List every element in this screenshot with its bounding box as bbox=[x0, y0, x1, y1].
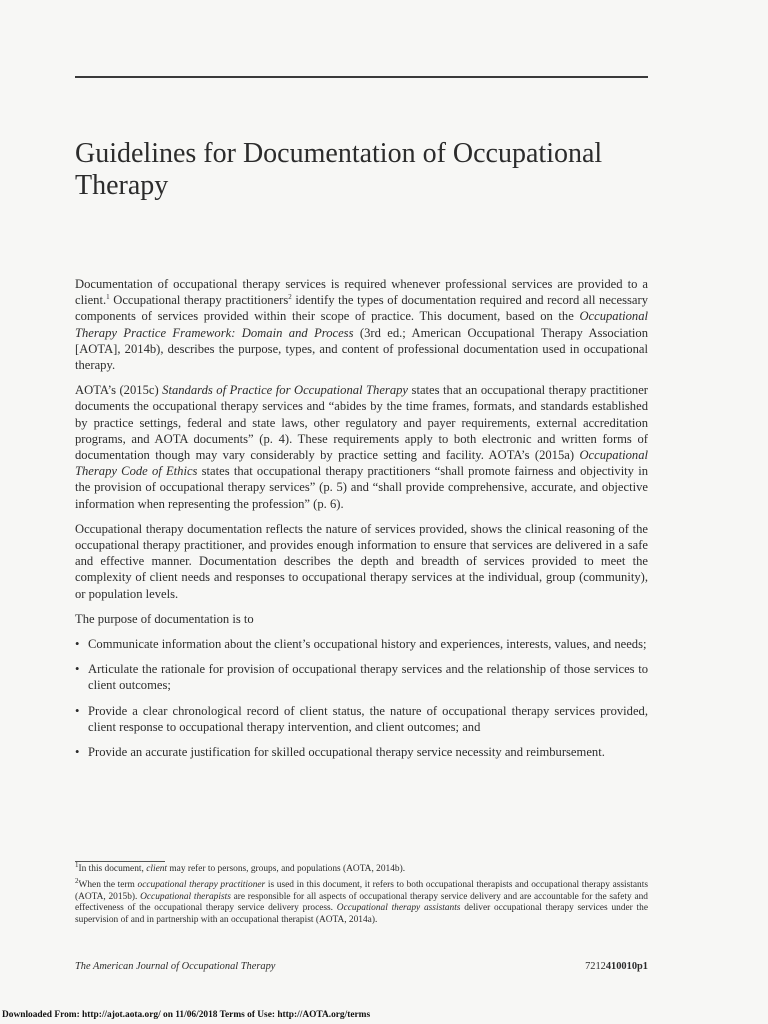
footnote-2 bbox=[75, 876, 649, 927]
footnote-text: deliver occupational therapy services under the supervision of and in partnership with an occupational therapist (AOTA, 2014a). bbox=[75, 903, 649, 926]
paragraph-text: (3rd ed.; American Occupational Therapy Association [AOTA], 2014b), describes the purpose, types, and content of professional documentation used in occupational therapy. bbox=[75, 325, 648, 373]
article-body bbox=[75, 276, 648, 769]
ethics-citation: Occupational Therapy Code of Ethics bbox=[75, 448, 648, 479]
bullet-icon: • bbox=[75, 745, 80, 760]
footnote-ref-2[interactable]: 2 bbox=[288, 293, 292, 302]
footnote-text: In this document, bbox=[78, 864, 147, 874]
footnote-text: is used in this document, it refers to both occupational therapists and occupational therapy assistants (AOTA, 2015b). bbox=[75, 879, 648, 902]
paragraph-text: identify the types of documentation required and record all necessary components of services provided within their scope of practice. This document, based on the bbox=[75, 293, 648, 324]
standards-citation: Standards of Practice for Occupational Therapy bbox=[162, 383, 409, 398]
purpose-list bbox=[75, 636, 648, 760]
footnote-text: may refer to persons, groups, and populations (AOTA, 2014b). bbox=[167, 864, 406, 874]
footnote-rule bbox=[75, 861, 165, 862]
bullet-icon: • bbox=[75, 637, 80, 652]
list-item-text: Communicate information about the client’s occupational history and experiences, interests, values, and needs; bbox=[88, 637, 647, 652]
journal-name: The American Journal of Occupational Therapy bbox=[75, 961, 276, 972]
bullet-icon: • bbox=[75, 703, 80, 718]
page-number bbox=[585, 961, 648, 972]
paragraph-text: AOTA’s (2015c) bbox=[75, 383, 163, 398]
list-item bbox=[75, 636, 648, 652]
footnotes bbox=[75, 860, 649, 931]
footnote-number: 1 bbox=[75, 860, 79, 869]
paragraph-standards bbox=[75, 382, 648, 512]
page-number-prefix: 7212 bbox=[585, 961, 606, 972]
list-item bbox=[75, 661, 648, 693]
footnote-text: are responsible for all aspects of occupational therapy service delivery and are accountable for the safety and effectiveness of the occupational therapy service delivery process. bbox=[75, 891, 648, 914]
footnote-ref-1[interactable]: 1 bbox=[106, 293, 110, 302]
footnote-term: occupational therapy practitioner bbox=[137, 879, 266, 890]
framework-citation: Occupational Therapy Practice Framework: Domain and Process bbox=[75, 309, 648, 340]
paragraph-intro bbox=[75, 276, 648, 373]
paragraph-text: states that an occupational therapy practitioner documents the occupational therapy services and “abides by the time frames, formats, and standards established by practice settings, federal and state laws, other regulatory and payer requirements, external accreditation programs, and AOTA documents” (p. 4). These requirements apply to both electronic and written forms of documentation though may vary considerably by practice setting and facility. AOTA’s (2015a) bbox=[75, 383, 648, 463]
page-title: Guidelines for Documentation of Occupational Therapy bbox=[75, 138, 603, 201]
footnote-term: Occupational therapists bbox=[140, 891, 231, 902]
footnote-1 bbox=[75, 860, 648, 876]
paragraph-nature: Occupational therapy documentation reflects the nature of services provided, shows the clinical reasoning of the occupational therapy practitioner, and provides enough information to ensure that services are delivered in a safe and effective manner. Documentation describes the depth and breadth of services provided to meet the complexity of client needs and responses to occupational therapy services at the individual, group (community), or population levels. bbox=[75, 521, 648, 601]
footnote-number: 2 bbox=[75, 876, 79, 885]
download-notice[interactable]: Downloaded From: http://ajot.aota.org/ on 11/06/2018 Terms of Use: http://AOTA.org/terms bbox=[2, 1010, 371, 1020]
paragraph-text: states that occupational therapy practitioners “shall promote fairness and objectivity in the provision of occupational therapy services” (p. 5) and “shall provide comprehensive, accurate, and objective information when representing the profession” (p. 6). bbox=[75, 464, 648, 511]
footnote-text: When the term bbox=[78, 879, 138, 890]
header-rule bbox=[75, 76, 648, 78]
list-item-text: Provide an accurate justification for skilled occupational therapy service necessity and reimbursement. bbox=[88, 745, 605, 760]
list-item-text: Articulate the rationale for provision of occupational therapy services and the relationship of those services to client outcomes; bbox=[88, 662, 648, 693]
page-number-suffix: 410010p1 bbox=[605, 961, 648, 972]
paragraph-text: Occupational therapy practitioners bbox=[109, 293, 289, 308]
list-item-text: Provide a clear chronological record of client status, the nature of occupational therapy services provided, client response to occupational therapy intervention, and client outcomes; and bbox=[88, 703, 648, 734]
footnote-term: client bbox=[146, 864, 168, 874]
list-item bbox=[75, 744, 648, 760]
bullet-icon: • bbox=[75, 662, 80, 677]
paragraph-text: Documentation of occupational therapy services is required whenever professional services are provided to a client. bbox=[75, 277, 648, 308]
paragraph-purpose-lead: The purpose of documentation is to bbox=[75, 611, 254, 626]
footnote-term: Occupational therapy assistants bbox=[336, 903, 461, 914]
list-item bbox=[75, 703, 648, 735]
